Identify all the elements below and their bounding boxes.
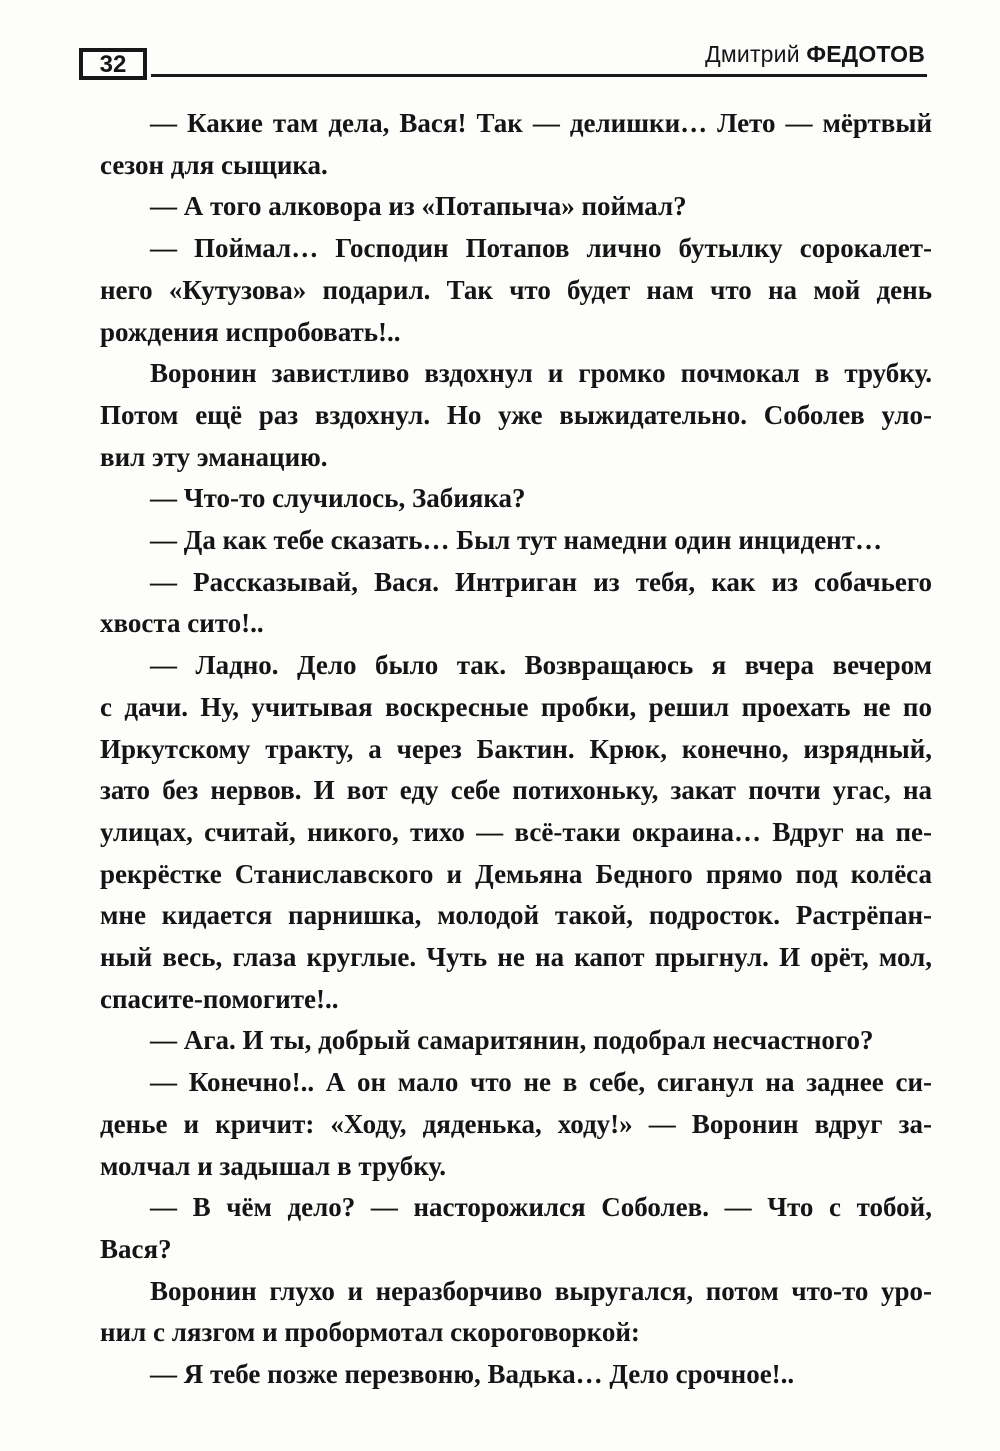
text-line: молчал и задышал в трубку.	[100, 1150, 446, 1181]
text-line: Иркутскому тракту, а через Бактин. Крюк, конечно, изрядный,	[100, 733, 932, 764]
text-line: хвоста сито!..	[100, 608, 264, 639]
text-line: — Ладно. Дело было так. Возвращаюсь я вчера вечером	[150, 650, 932, 681]
paragraph	[100, 353, 932, 478]
text-line: Воронин глухо и неразборчиво выругался, потом что-то уро-	[150, 1275, 932, 1306]
text-line: — Рассказывай, Вася. Интриган из тебя, как из собачьего	[150, 566, 932, 597]
paragraph	[100, 1062, 932, 1187]
paragraph	[100, 520, 932, 562]
text-line: ный весь, глаза круглые. Чуть не на капот прыгнул. И орёт, мол,	[100, 942, 932, 973]
text-line: Воронин завистливо вздохнул и громко почмокал в трубку.	[150, 358, 932, 389]
text-line: улицах, считай, никого, тихо — всё-таки окраина… Вдруг на пе-	[100, 816, 932, 847]
paragraph	[100, 186, 932, 228]
paragraph	[100, 562, 932, 645]
text-line: рождения испробовать!..	[100, 316, 401, 347]
paragraph	[100, 103, 932, 186]
author-name	[705, 38, 925, 70]
text-line: — Ага. И ты, добрый самаритянин, подобрал несчастного?	[150, 1025, 874, 1056]
text-line: мне кидается парнишка, молодой такой, подросток. Растрёпан-	[100, 900, 932, 931]
text-line: спасите-помогите!..	[100, 983, 339, 1014]
text-line: сезон для сыщика.	[100, 149, 328, 180]
paragraph	[100, 228, 932, 353]
text-line: зато без нервов. И вот еду себе потихоньку, закат почти угас, на	[100, 775, 932, 806]
text-line: — Я тебе позже перезвоню, Вадька… Дело срочное!..	[150, 1359, 795, 1390]
text-line: Потом ещё раз вздохнул. Но уже выжидательно. Соболев уло-	[100, 399, 932, 430]
text-line: Вася?	[100, 1233, 172, 1264]
running-header	[79, 38, 927, 86]
text-line: — Какие там дела, Вася! Так — делишки… Лето — мёртвый	[150, 108, 932, 138]
paragraph	[100, 645, 932, 1020]
header-rule	[151, 74, 927, 77]
paragraph	[100, 1354, 932, 1396]
text-line: — В чём дело? — насторожился Соболев. — Что с тобой,	[150, 1192, 932, 1223]
paragraph	[100, 1187, 932, 1270]
text-line: вил эту эманацию.	[100, 441, 328, 472]
text-line: нил с лязгом и пробормотал скороговоркой:	[100, 1317, 640, 1348]
paragraph	[100, 478, 932, 520]
text-line: рекрёстке Станиславского и Демьяна Бедного прямо под колёса	[100, 858, 932, 889]
author-first-name: Дмитрий	[705, 41, 800, 67]
text-line: — Поймал… Господин Потапов лично бутылку сорокалет-	[150, 233, 932, 264]
text-line: денье и кричит: «Ходу, дяденька, ходу!» — Воронин вдруг за-	[100, 1108, 932, 1139]
author-last-name: ФЕДОТОВ	[806, 41, 925, 67]
text-line: — Да как тебе сказать… Был тут намедни один инцидент…	[150, 525, 883, 556]
text-line: — Что-то случилось, Забияка?	[150, 483, 526, 514]
text-line: — А того алковора из «Потапыча» поймал?	[150, 191, 687, 222]
text-line: с дачи. Ну, учитывая воскресные пробки, решил проехать не по	[100, 691, 932, 722]
paragraph	[100, 1271, 932, 1354]
body-text	[100, 103, 932, 1396]
text-line: него «Кутузова» подарил. Так что будет нам что на мой день	[100, 274, 932, 305]
text-line: — Конечно!.. А он мало что не в себе, сиганул на заднее си-	[150, 1067, 932, 1098]
page-number: 32	[79, 48, 147, 80]
paragraph	[100, 1020, 932, 1062]
